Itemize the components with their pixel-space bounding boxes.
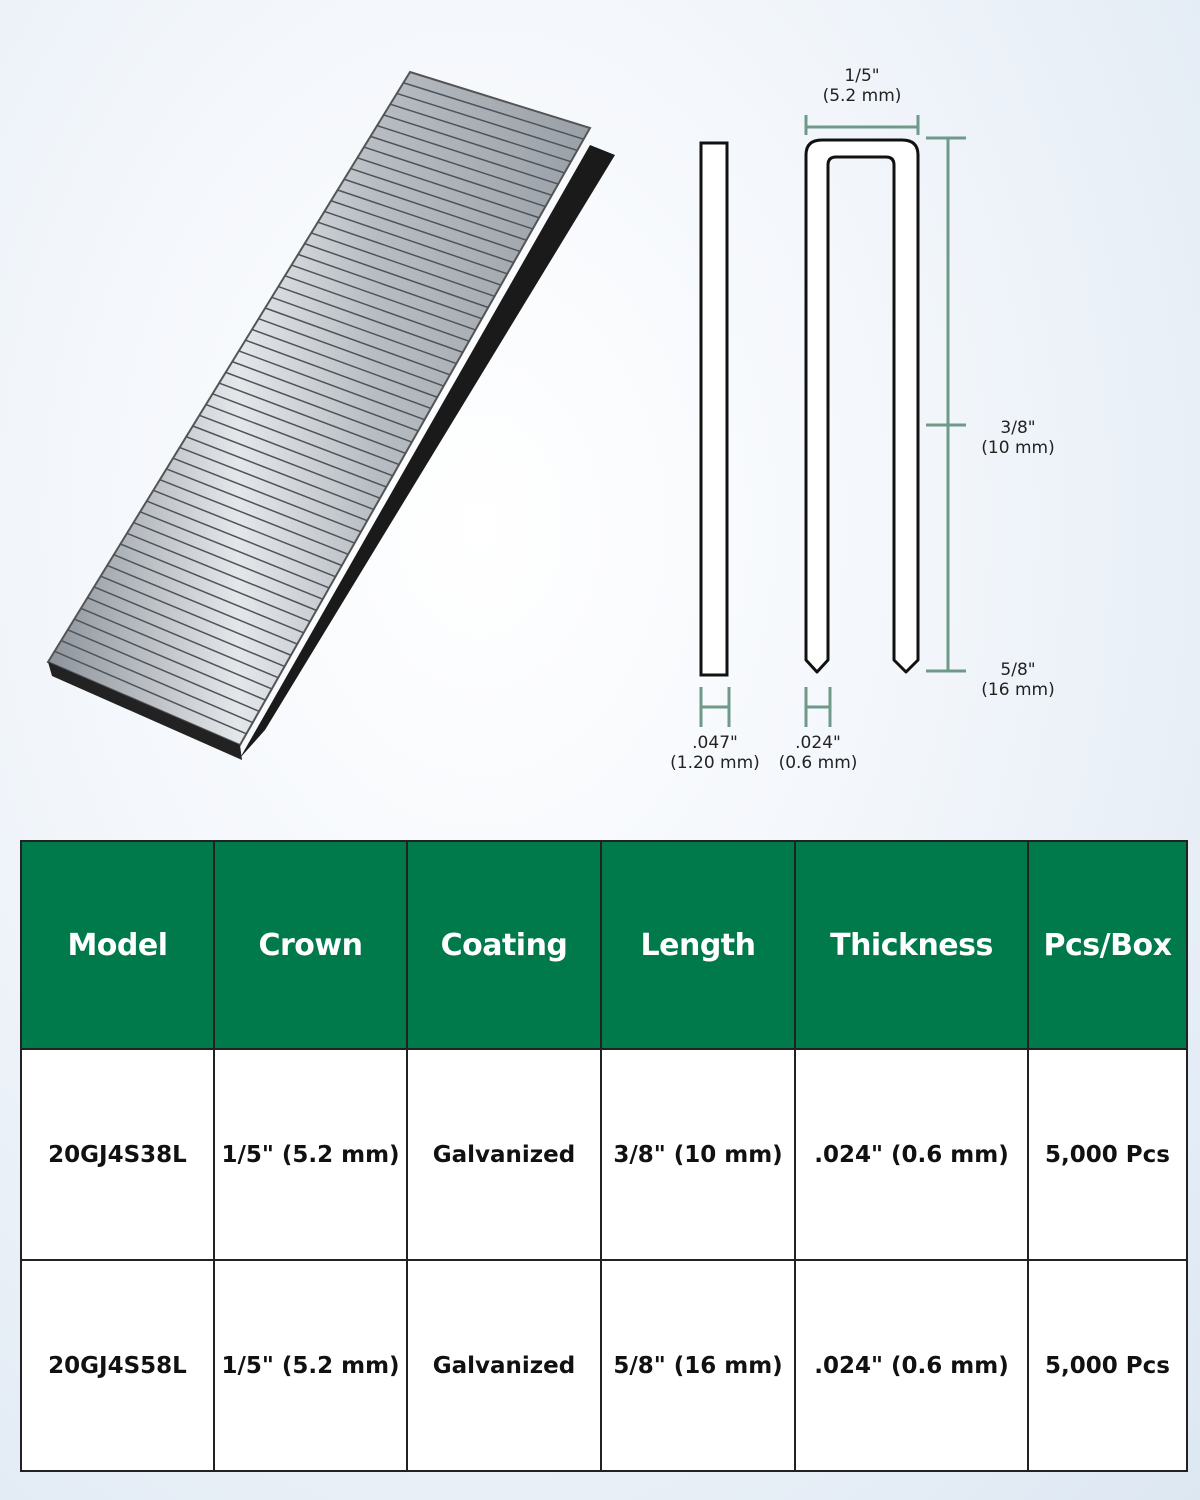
staple-front-view: [806, 140, 918, 672]
cell-length: 5/8" (16 mm): [601, 1260, 795, 1471]
cell-length: 3/8" (10 mm): [601, 1049, 795, 1260]
staple-side-view: [701, 143, 727, 675]
cell-crown: 1/5" (5.2 mm): [214, 1049, 407, 1260]
cell-model: 20GJ4S38L: [21, 1049, 214, 1260]
leg-width-dimension-label: .047" (1.20 mm): [670, 733, 760, 773]
cell-model: 20GJ4S58L: [21, 1260, 214, 1471]
crown-dimension-label: 1/5" (5.2 mm): [822, 66, 902, 106]
short-length-dimension-label: 3/8" (10 mm): [981, 418, 1055, 458]
header-crown: Crown: [214, 841, 407, 1049]
table-header-row: [21, 841, 1187, 1049]
cell-pcs-per-box: 5,000 Pcs: [1028, 1260, 1187, 1471]
table-row: [21, 1260, 1187, 1471]
header-coating: Coating: [407, 841, 601, 1049]
header-length: Length: [601, 841, 795, 1049]
long-length-dimension-label: 5/8" (16 mm): [981, 660, 1055, 700]
wire-thickness-dimension-label: .024" (0.6 mm): [778, 733, 858, 773]
cell-coating: Galvanized: [407, 1049, 601, 1260]
cell-thickness: .024" (0.6 mm): [795, 1049, 1028, 1260]
table-row: [21, 1049, 1187, 1260]
staple-strip-image: [48, 72, 615, 760]
dimension-lines: [701, 115, 966, 727]
specifications-table: [20, 840, 1188, 1472]
cell-pcs-per-box: 5,000 Pcs: [1028, 1049, 1187, 1260]
cell-thickness: .024" (0.6 mm): [795, 1260, 1028, 1471]
cell-crown: 1/5" (5.2 mm): [214, 1260, 407, 1471]
header-pcs-per-box: Pcs/Box: [1028, 841, 1187, 1049]
header-model: Model: [21, 841, 214, 1049]
header-thickness: Thickness: [795, 841, 1028, 1049]
cell-coating: Galvanized: [407, 1260, 601, 1471]
